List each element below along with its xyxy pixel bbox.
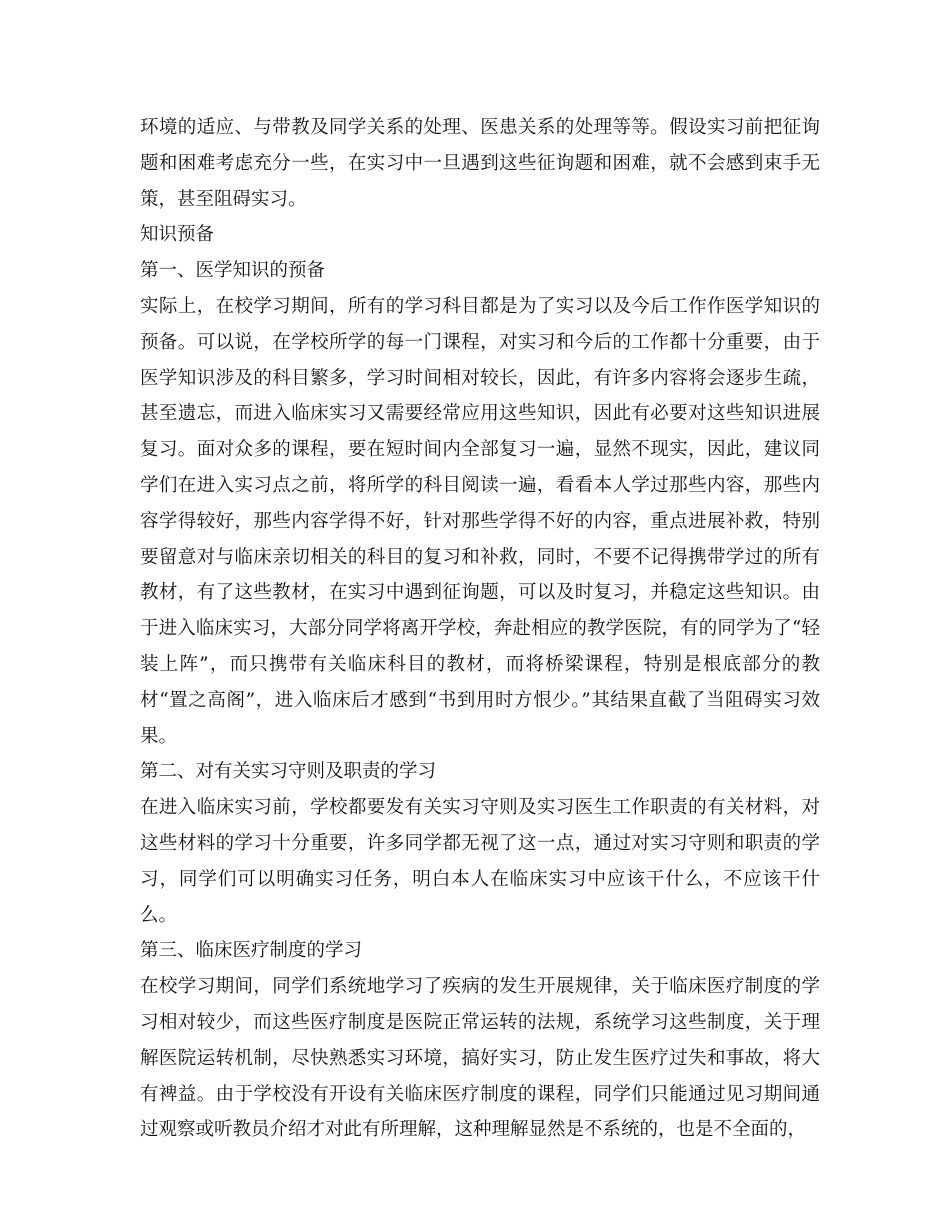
body-paragraph: 在进入临床实习前，学校都要发有关实习守则及实习医生工作职责的有关材料，对这些材料的学习十分重要，许多同学都无视了这一点，通过对实习守则和职责的学习，同学们可以明确实习任务，明白本人在临床实习中应该干什么，不应该干什么。 — [140, 797, 820, 926]
body-paragraph: 环境的适应、与带教及同学关系的处理、医患关系的处理等等。假设实习前把征询题和困难考虑充分一些，在实习中一旦遇到这些征询题和困难，就不会感到束手无策，甚至阻碍实习。 — [140, 117, 820, 210]
section-heading: 第一、医学知识的预备 — [140, 260, 326, 282]
section-heading: 第三、临床医疗制度的学习 — [140, 940, 363, 962]
section-heading: 知识预备 — [140, 224, 215, 246]
body-paragraph: 实际上，在校学习期间，所有的学习科目都是为了实习以及今后工作作医学知识的预备。可以说，在学校所学的每一门课程，对实习和今后的工作都十分重要，由于医学知识涉及的科目繁多，学习时间相对较长，因此，有许多内容将会逐步生疏，甚至遗忘，而进入临床实习又需要经常应用这些知识，因此有必要对这些知识进展复习。面对众多的课程，要在短时间内全部复习一遍，显然不现实，因此，建议同学们在进入实习点之前，将所学的科目阅读一遍，看看本人学过那些内容，那些内容学得较好，那些内容学得不好，针对那些学得不好的内容，重点进展补救，特别要留意对与临床亲切相关的科目的复习和补救，同时，不要不记得携带学过的所有教材，有了这些教材，在实习中遇到征询题，可以及时复习，并稳定这些知识。由于进入临床实习，大部分同学将离开学校，奔赴相应的教学医院，有的同学为了“轻装上阵”，而只携带有关临床科目的教材，而将桥梁课程，特别是根底部分的教材“置之高阁”，进入临床后才感到“书到用时方恨少。”其结果直截了当阻碍实习效果。 — [140, 295, 820, 747]
document-body — [140, 110, 820, 1148]
section-heading: 第二、对有关实习守则及职责的学习 — [140, 761, 437, 783]
body-paragraph: 在校学习期间，同学们系统地学习了疾病的发生开展规律，关于临床医疗制度的学习相对较少，而这些医疗制度是医院正常运转的法规，系统学习这些制度，关于理解医院运转机制，尽快熟悉实习环境，搞好实习，防止发生医疗过失和事故，将大有裨益。由于学校没有开设有关临床医疗制度的课程，同学们只能通过见习期间通过观察或听教员介绍才对此有所理解，这种理解显然是不系统的，也是不全面的， — [140, 976, 820, 1141]
